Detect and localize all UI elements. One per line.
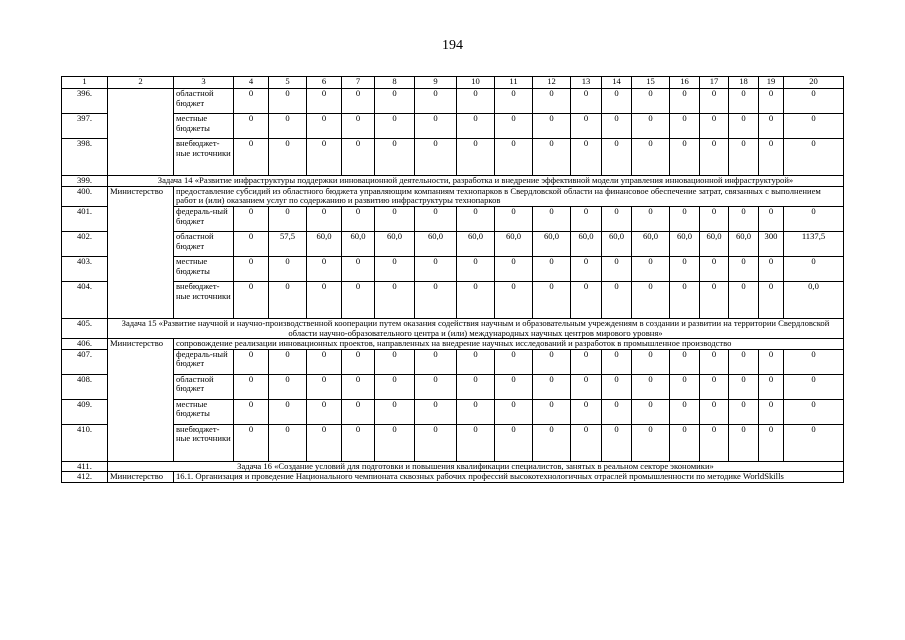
value-cell: 0 xyxy=(700,89,729,114)
value-cell: 0 xyxy=(375,281,415,318)
value-cell: 0 xyxy=(632,399,670,424)
value-cell: 0 xyxy=(457,281,495,318)
row-number: 400. xyxy=(62,186,108,206)
value-cell: 0 xyxy=(670,374,700,399)
funding-source: областной бюджет xyxy=(174,374,234,399)
value-cell: 0 xyxy=(375,349,415,374)
value-cell: 0 xyxy=(234,374,269,399)
table-row xyxy=(62,472,844,483)
funding-source: федераль-ный бюджет xyxy=(174,349,234,374)
value-cell: 0 xyxy=(342,256,375,281)
page-number: 194 xyxy=(442,38,463,53)
row-number: 401. xyxy=(62,206,108,231)
header-row xyxy=(62,77,844,89)
value-cell: 0 xyxy=(269,256,307,281)
value-cell: 0 xyxy=(375,89,415,114)
value-cell: 0 xyxy=(495,206,533,231)
value-cell: 0 xyxy=(759,281,784,318)
value-cell: 60,0 xyxy=(729,231,759,256)
value-cell: 0 xyxy=(700,374,729,399)
value-cell: 0 xyxy=(269,89,307,114)
value-cell: 0 xyxy=(495,424,533,461)
funding-source: областной бюджет xyxy=(174,231,234,256)
value-cell: 0 xyxy=(234,256,269,281)
value-cell: 0 xyxy=(533,114,571,139)
budget-table xyxy=(61,76,844,483)
value-cell: 0 xyxy=(632,114,670,139)
value-cell: 0 xyxy=(457,206,495,231)
value-cell: 0 xyxy=(269,374,307,399)
value-cell: 0 xyxy=(342,281,375,318)
value-cell: 300 xyxy=(759,231,784,256)
table-row xyxy=(62,231,844,256)
value-cell: 0 xyxy=(700,139,729,176)
header-cell: 4 xyxy=(234,77,269,89)
value-cell: 0 xyxy=(415,256,457,281)
value-cell: 0 xyxy=(495,399,533,424)
header-cell: 20 xyxy=(784,77,844,89)
row-number: 396. xyxy=(62,89,108,114)
value-cell: 0 xyxy=(700,206,729,231)
header-cell: 10 xyxy=(457,77,495,89)
value-cell: 0 xyxy=(784,89,844,114)
header-cell: 19 xyxy=(759,77,784,89)
value-cell: 0 xyxy=(602,349,632,374)
value-cell: 0 xyxy=(729,424,759,461)
value-cell: 60,0 xyxy=(670,231,700,256)
value-cell: 0 xyxy=(571,349,602,374)
table-row xyxy=(62,424,844,461)
value-cell: 0 xyxy=(632,281,670,318)
value-cell: 0 xyxy=(533,399,571,424)
value-cell: 0 xyxy=(784,424,844,461)
value-cell: 0 xyxy=(784,206,844,231)
measure-description: сопровождение реализации инновационных проектов, направленных на внедрение научных исследований и разработок в промышленное производство xyxy=(174,339,844,350)
funding-source: областной бюджет xyxy=(174,89,234,114)
row-number: 403. xyxy=(62,256,108,281)
value-cell: 0 xyxy=(759,374,784,399)
value-cell: 0 xyxy=(602,89,632,114)
table-row xyxy=(62,349,844,374)
value-cell: 0 xyxy=(375,399,415,424)
value-cell: 0 xyxy=(307,114,342,139)
funding-source: местные бюджеты xyxy=(174,114,234,139)
value-cell: 0 xyxy=(234,114,269,139)
row-number: 399. xyxy=(62,176,108,187)
header-cell: 9 xyxy=(415,77,457,89)
value-cell: 0 xyxy=(375,206,415,231)
value-cell: 0 xyxy=(495,114,533,139)
value-cell: 0 xyxy=(342,399,375,424)
value-cell: 0 xyxy=(602,374,632,399)
value-cell: 0 xyxy=(269,206,307,231)
value-cell: 0 xyxy=(234,139,269,176)
header-cell: 17 xyxy=(700,77,729,89)
header-cell: 11 xyxy=(495,77,533,89)
value-cell: 0 xyxy=(457,139,495,176)
task-title: Задача 14 «Развитие инфраструктуры поддержки инновационной деятельности, разработка и внедрение эффективной модели управления инновационной инфраструктурой» xyxy=(108,176,844,187)
value-cell: 0 xyxy=(415,374,457,399)
value-cell: 60,0 xyxy=(571,231,602,256)
value-cell: 0 xyxy=(602,206,632,231)
header-cell: 12 xyxy=(533,77,571,89)
value-cell: 0 xyxy=(234,399,269,424)
value-cell: 0 xyxy=(533,206,571,231)
value-cell: 0 xyxy=(269,424,307,461)
value-cell: 0 xyxy=(307,399,342,424)
row-number: 412. xyxy=(62,472,108,483)
value-cell: 0 xyxy=(234,281,269,318)
measure-description: предоставление субсидий из областного бюджета управляющим компаниям технопарков в Свердловской области на финансовое обеспечение затрат, связанных с выполнением работ и (или) оказанием услуг по содержанию и развитию инфраструктуры технопарков xyxy=(174,186,844,206)
value-cell: 0 xyxy=(784,139,844,176)
value-cell: 60,0 xyxy=(457,231,495,256)
row-number: 411. xyxy=(62,461,108,472)
value-cell: 0 xyxy=(670,256,700,281)
value-cell: 0 xyxy=(533,281,571,318)
header-cell: 5 xyxy=(269,77,307,89)
funding-source: внебюджет-ные источники xyxy=(174,281,234,318)
value-cell: 0 xyxy=(784,349,844,374)
header-cell: 7 xyxy=(342,77,375,89)
value-cell: 0 xyxy=(632,89,670,114)
value-cell: 0 xyxy=(533,424,571,461)
value-cell: 0 xyxy=(375,256,415,281)
funding-source: внебюджет-ные источники xyxy=(174,424,234,461)
value-cell: 0 xyxy=(457,399,495,424)
value-cell: 0 xyxy=(415,349,457,374)
value-cell: 60,0 xyxy=(632,231,670,256)
value-cell: 0 xyxy=(571,139,602,176)
value-cell: 0 xyxy=(729,349,759,374)
value-cell: 0 xyxy=(632,374,670,399)
header-cell: 3 xyxy=(174,77,234,89)
value-cell: 0 xyxy=(457,424,495,461)
table-row xyxy=(62,256,844,281)
funding-source: местные бюджеты xyxy=(174,399,234,424)
value-cell: 0 xyxy=(457,374,495,399)
task-title: Задача 16 «Создание условий для подготовки и повышения квалификации специалистов, занятых в реальном секторе экономики» xyxy=(108,461,844,472)
value-cell: 0 xyxy=(533,139,571,176)
table-row xyxy=(62,399,844,424)
value-cell: 0 xyxy=(700,114,729,139)
value-cell: 0 xyxy=(375,424,415,461)
funding-source: внебюджет-ные источники xyxy=(174,139,234,176)
value-cell: 0 xyxy=(759,399,784,424)
value-cell: 0 xyxy=(457,114,495,139)
value-cell: 0 xyxy=(670,206,700,231)
value-cell: 0 xyxy=(670,139,700,176)
value-cell: 0 xyxy=(571,374,602,399)
value-cell: 0 xyxy=(269,399,307,424)
value-cell: 0 xyxy=(602,139,632,176)
value-cell: 0 xyxy=(571,424,602,461)
row-number: 410. xyxy=(62,424,108,461)
value-cell: 0 xyxy=(571,399,602,424)
row-number: 407. xyxy=(62,349,108,374)
funding-source: федераль-ный бюджет xyxy=(174,206,234,231)
value-cell: 0 xyxy=(234,349,269,374)
value-cell: 0 xyxy=(307,374,342,399)
value-cell: 0 xyxy=(495,139,533,176)
value-cell: 0 xyxy=(533,89,571,114)
value-cell: 60,0 xyxy=(415,231,457,256)
value-cell: 0 xyxy=(571,114,602,139)
value-cell: 0 xyxy=(759,89,784,114)
table-row xyxy=(62,114,844,139)
row-number: 404. xyxy=(62,281,108,318)
value-cell: 0 xyxy=(307,206,342,231)
value-cell: 0 xyxy=(602,114,632,139)
value-cell: 0 xyxy=(307,256,342,281)
value-cell: 0 xyxy=(571,256,602,281)
value-cell: 0 xyxy=(495,89,533,114)
value-cell: 0 xyxy=(495,281,533,318)
value-cell: 0 xyxy=(729,256,759,281)
header-cell: 15 xyxy=(632,77,670,89)
value-cell: 0 xyxy=(269,281,307,318)
value-cell: 0 xyxy=(670,349,700,374)
measure-description: 16.1. Организация и проведение Национального чемпионата сквозных рабочих профессий высокотехнологичных отраслей промышленности по методике WorldSkills xyxy=(174,472,844,483)
value-cell: 0 xyxy=(700,424,729,461)
value-cell: 0 xyxy=(729,399,759,424)
value-cell: 0 xyxy=(495,374,533,399)
value-cell: 0 xyxy=(632,349,670,374)
value-cell: 0 xyxy=(759,114,784,139)
value-cell: 0 xyxy=(307,349,342,374)
value-cell: 0 xyxy=(632,206,670,231)
value-cell: 0 xyxy=(415,399,457,424)
value-cell: 0 xyxy=(670,281,700,318)
responsible-executor: Министерство xyxy=(108,472,174,483)
responsible-executor: Министерство xyxy=(108,339,174,462)
value-cell: 0 xyxy=(342,424,375,461)
value-cell: 60,0 xyxy=(342,231,375,256)
value-cell: 0 xyxy=(784,256,844,281)
value-cell: 0 xyxy=(457,256,495,281)
value-cell: 0 xyxy=(269,114,307,139)
value-cell: 0 xyxy=(700,349,729,374)
header-cell: 6 xyxy=(307,77,342,89)
value-cell: 0 xyxy=(571,89,602,114)
value-cell: 60,0 xyxy=(375,231,415,256)
row-number: 402. xyxy=(62,231,108,256)
table-row xyxy=(62,318,844,338)
value-cell: 0 xyxy=(415,89,457,114)
value-cell: 0 xyxy=(307,139,342,176)
value-cell: 0 xyxy=(495,256,533,281)
value-cell: 0 xyxy=(457,349,495,374)
value-cell: 0 xyxy=(729,139,759,176)
value-cell: 0 xyxy=(234,89,269,114)
value-cell: 0 xyxy=(670,424,700,461)
value-cell: 0 xyxy=(670,399,700,424)
responsible-executor xyxy=(108,89,174,176)
row-number: 405. xyxy=(62,318,108,338)
row-number: 406. xyxy=(62,339,108,350)
value-cell: 0 xyxy=(375,139,415,176)
value-cell: 0 xyxy=(602,281,632,318)
value-cell: 57,5 xyxy=(269,231,307,256)
value-cell: 0 xyxy=(234,231,269,256)
header-cell: 13 xyxy=(571,77,602,89)
value-cell: 0 xyxy=(571,281,602,318)
value-cell: 0 xyxy=(234,424,269,461)
table-row xyxy=(62,374,844,399)
value-cell: 0 xyxy=(342,206,375,231)
value-cell: 0 xyxy=(571,206,602,231)
value-cell: 0 xyxy=(729,206,759,231)
value-cell: 0 xyxy=(269,349,307,374)
value-cell: 0 xyxy=(729,281,759,318)
value-cell: 0 xyxy=(602,424,632,461)
value-cell: 0 xyxy=(670,89,700,114)
row-number: 397. xyxy=(62,114,108,139)
value-cell: 60,0 xyxy=(602,231,632,256)
value-cell: 0 xyxy=(729,114,759,139)
table-row xyxy=(62,461,844,472)
value-cell: 0 xyxy=(415,281,457,318)
value-cell: 0 xyxy=(342,374,375,399)
header-cell: 1 xyxy=(62,77,108,89)
row-number: 409. xyxy=(62,399,108,424)
value-cell: 0 xyxy=(729,374,759,399)
value-cell: 0 xyxy=(632,424,670,461)
value-cell: 0 xyxy=(307,89,342,114)
table-row xyxy=(62,139,844,176)
value-cell: 0 xyxy=(342,139,375,176)
value-cell: 0 xyxy=(375,114,415,139)
funding-source: местные бюджеты xyxy=(174,256,234,281)
header-cell: 18 xyxy=(729,77,759,89)
value-cell: 0 xyxy=(784,374,844,399)
value-cell: 0 xyxy=(700,281,729,318)
value-cell: 0 xyxy=(533,256,571,281)
header-cell: 14 xyxy=(602,77,632,89)
table-row xyxy=(62,281,844,318)
value-cell: 0 xyxy=(729,89,759,114)
value-cell: 0 xyxy=(700,399,729,424)
value-cell: 60,0 xyxy=(700,231,729,256)
header-cell: 8 xyxy=(375,77,415,89)
table-row xyxy=(62,206,844,231)
value-cell: 0 xyxy=(415,206,457,231)
responsible-executor: Министерство xyxy=(108,186,174,318)
header-cell: 16 xyxy=(670,77,700,89)
row-number: 398. xyxy=(62,139,108,176)
value-cell: 0 xyxy=(632,139,670,176)
row-number: 408. xyxy=(62,374,108,399)
value-cell: 0 xyxy=(342,349,375,374)
value-cell: 0 xyxy=(307,424,342,461)
task-title: Задача 15 «Развитие научной и научно-производственной кооперации путем оказания содействия научным и образовательным учреждениям в создании и развитии на территории Свердловской области научно-образовательного центра и (или) международных научных центров мирового уровня» xyxy=(108,318,844,338)
value-cell: 1137,5 xyxy=(784,231,844,256)
value-cell: 0 xyxy=(670,114,700,139)
value-cell: 0 xyxy=(495,349,533,374)
value-cell: 0 xyxy=(602,256,632,281)
value-cell: 0,0 xyxy=(784,281,844,318)
value-cell: 0 xyxy=(759,349,784,374)
value-cell: 0 xyxy=(375,374,415,399)
value-cell: 0 xyxy=(533,374,571,399)
value-cell: 60,0 xyxy=(533,231,571,256)
table-row xyxy=(62,176,844,187)
value-cell: 0 xyxy=(632,256,670,281)
value-cell: 0 xyxy=(602,399,632,424)
table-row xyxy=(62,89,844,114)
value-cell: 60,0 xyxy=(307,231,342,256)
value-cell: 0 xyxy=(759,424,784,461)
value-cell: 0 xyxy=(759,206,784,231)
header-cell: 2 xyxy=(108,77,174,89)
value-cell: 60,0 xyxy=(495,231,533,256)
value-cell: 0 xyxy=(700,256,729,281)
value-cell: 0 xyxy=(457,89,495,114)
value-cell: 0 xyxy=(269,139,307,176)
table-row xyxy=(62,186,844,206)
value-cell: 0 xyxy=(759,139,784,176)
value-cell: 0 xyxy=(415,114,457,139)
value-cell: 0 xyxy=(307,281,342,318)
value-cell: 0 xyxy=(784,399,844,424)
value-cell: 0 xyxy=(784,114,844,139)
value-cell: 0 xyxy=(415,139,457,176)
table-row xyxy=(62,339,844,350)
value-cell: 0 xyxy=(342,89,375,114)
value-cell: 0 xyxy=(759,256,784,281)
value-cell: 0 xyxy=(234,206,269,231)
value-cell: 0 xyxy=(533,349,571,374)
value-cell: 0 xyxy=(342,114,375,139)
value-cell: 0 xyxy=(415,424,457,461)
